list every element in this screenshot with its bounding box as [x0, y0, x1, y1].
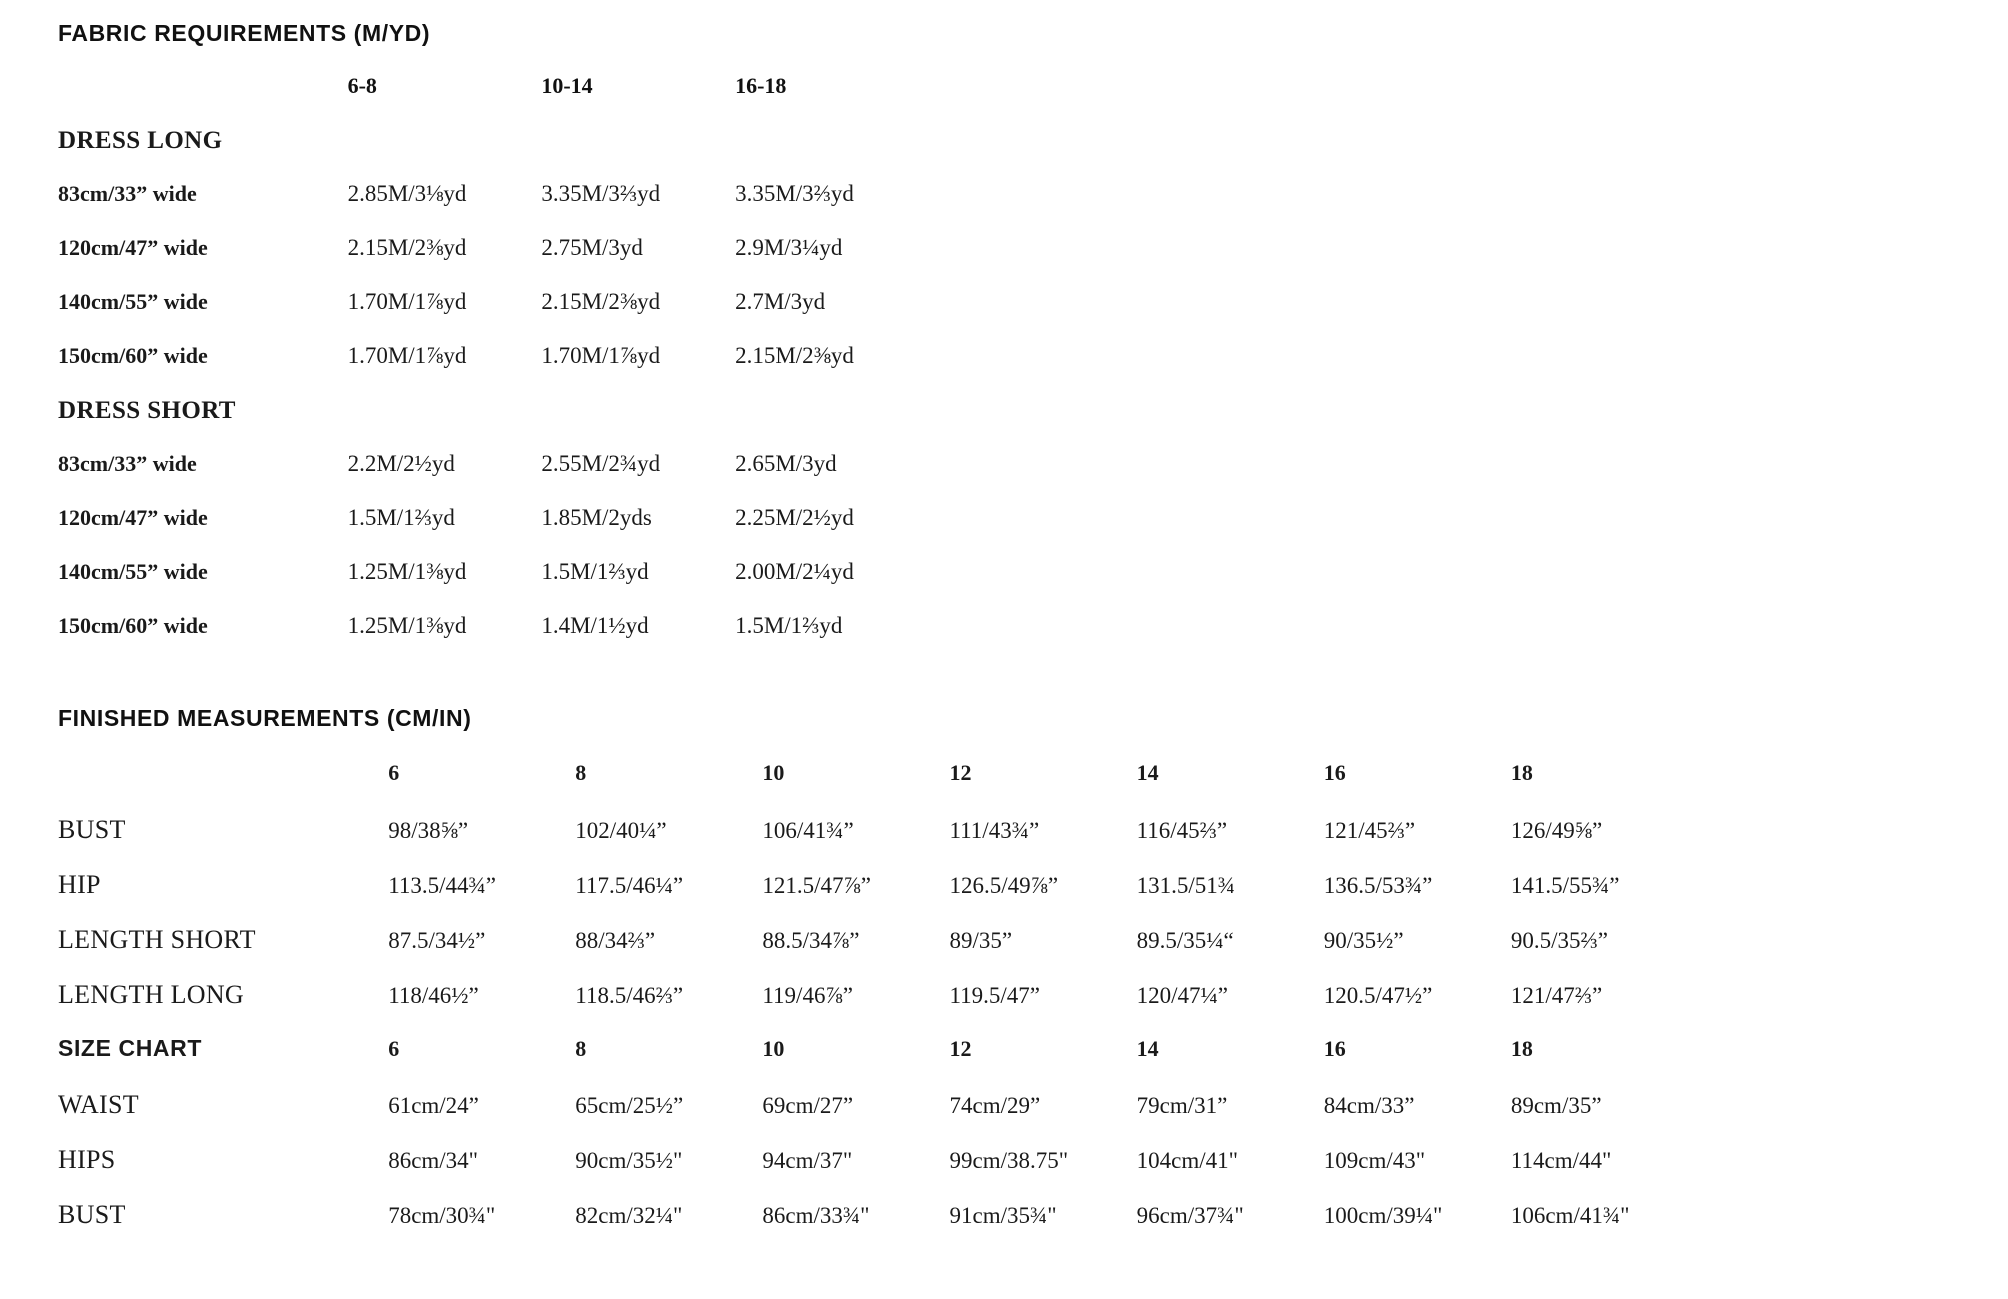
finished-cell: 118.5/46⅔”	[575, 983, 684, 1008]
size-chart-cell: 96cm/37¾"	[1136, 1203, 1244, 1228]
empty-cell	[735, 397, 948, 451]
table-row	[58, 1090, 1698, 1145]
size-chart-cell: 61cm/24”	[388, 1093, 479, 1118]
size-chart-cell: 91cm/35¾"	[949, 1203, 1057, 1228]
finished-row-label-bust: BUST	[58, 815, 126, 844]
finished-cell: 136.5/53¾”	[1323, 873, 1433, 898]
fabric-cell: 2.2M/2½yd	[347, 451, 455, 476]
table-row	[58, 925, 1698, 980]
finished-cell: 119.5/47”	[949, 983, 1041, 1008]
empty-cell	[541, 127, 735, 181]
fabric-cell: 1.70M/1⅞yd	[347, 343, 467, 368]
size-chart-cell: 74cm/29”	[949, 1093, 1041, 1118]
table-row	[58, 505, 948, 559]
finished-cell: 90/35½”	[1323, 928, 1404, 953]
table-row	[58, 1145, 1698, 1200]
table-row-size-headers	[58, 1035, 1698, 1090]
fabric-cell: 2.15M/2⅜yd	[541, 289, 661, 314]
fabric-size-header-1: 10-14	[541, 73, 593, 98]
size-chart-cell: 65cm/25½”	[575, 1093, 684, 1118]
size-chart-header-3: 12	[949, 1036, 972, 1061]
size-chart-cell: 106cm/41¾"	[1510, 1203, 1630, 1228]
size-chart-row-label-hips: HIPS	[58, 1145, 116, 1174]
size-chart-row-label-waist: WAIST	[58, 1090, 139, 1119]
size-chart-cell: 86cm/33¾"	[762, 1203, 870, 1228]
finished-size-header-4: 14	[1136, 760, 1159, 785]
size-chart-cell: 94cm/37"	[762, 1148, 853, 1173]
finished-cell: 121/45⅔”	[1323, 818, 1416, 843]
size-chart-header-2: 10	[762, 1036, 785, 1061]
table-row	[58, 1200, 1698, 1255]
fabric-row-label: 140cm/55” wide	[58, 289, 208, 314]
fabric-cell: 1.4M/1½yd	[541, 613, 649, 638]
finished-cell: 98/38⅝”	[388, 818, 469, 843]
finished-cell: 89/35”	[949, 928, 1013, 953]
fabric-cell: 2.85M/3⅛yd	[347, 181, 467, 206]
finished-row-label-hip: HIP	[58, 870, 101, 899]
table-row	[58, 815, 1698, 870]
finished-size-header-6: 18	[1510, 760, 1533, 785]
size-chart-cell: 99cm/38.75"	[949, 1148, 1069, 1173]
empty-cell	[541, 397, 735, 451]
finished-cell: 121.5/47⅞”	[762, 873, 872, 898]
fabric-cell: 2.75M/3yd	[541, 235, 643, 260]
size-chart-cell: 89cm/35”	[1510, 1093, 1602, 1118]
finished-cell: 119/46⅞”	[762, 983, 853, 1008]
fabric-cell: 1.5M/1⅔yd	[347, 505, 455, 530]
spacer-cell	[58, 760, 388, 815]
finished-size-header-5: 16	[1323, 760, 1346, 785]
size-chart-header-4: 14	[1136, 1036, 1159, 1061]
fabric-row-label: 83cm/33” wide	[58, 451, 197, 476]
fabric-cell: 1.70M/1⅞yd	[347, 289, 467, 314]
fabric-cell: 2.25M/2½yd	[735, 505, 854, 530]
size-chart-cell: 79cm/31”	[1136, 1093, 1228, 1118]
finished-cell: 88.5/34⅞”	[762, 928, 860, 953]
empty-cell	[348, 127, 542, 181]
spacer-cell	[58, 73, 348, 127]
fabric-cell: 2.00M/2¼yd	[735, 559, 854, 584]
table-row	[58, 181, 948, 235]
table-row	[58, 980, 1698, 1035]
finished-cell: 106/41¾”	[762, 818, 854, 843]
fabric-group-name-dress-long: DRESS LONG	[58, 127, 223, 154]
size-chart-header-1: 8	[575, 1036, 587, 1061]
empty-cell	[348, 397, 542, 451]
fabric-cell: 2.7M/3yd	[735, 289, 826, 314]
finished-cell: 113.5/44¾”	[388, 873, 496, 898]
size-chart-title: SIZE CHART	[58, 1035, 202, 1061]
fabric-row-label: 120cm/47” wide	[58, 235, 208, 260]
size-chart-cell: 109cm/43"	[1323, 1148, 1426, 1173]
finished-cell: 88/34⅔”	[575, 928, 656, 953]
fabric-cell: 3.35M/3⅔yd	[541, 181, 661, 206]
fabric-requirements-table	[58, 73, 948, 667]
fabric-cell: 1.25M/1⅜yd	[347, 613, 467, 638]
table-row-size-headers	[58, 760, 1698, 815]
fabric-cell: 1.5M/1⅔yd	[541, 559, 649, 584]
fabric-group-name-dress-short: DRESS SHORT	[58, 397, 236, 424]
finished-cell: 118/46½”	[388, 983, 479, 1008]
finished-cell: 90.5/35⅔”	[1510, 928, 1608, 953]
size-chart-header-6: 18	[1510, 1036, 1533, 1061]
size-chart-row-label-bust: BUST	[58, 1200, 126, 1229]
finished-size-header-1: 8	[575, 760, 587, 785]
size-chart-cell: 114cm/44"	[1510, 1148, 1612, 1173]
finished-cell: 102/40¼”	[575, 818, 667, 843]
fabric-cell: 1.85M/2yds	[541, 505, 652, 530]
finished-cell: 89.5/35¼“	[1136, 928, 1234, 953]
fabric-requirements-section	[58, 20, 958, 667]
finished-cell: 141.5/55¾”	[1510, 873, 1620, 898]
fabric-size-header-0: 6-8	[347, 73, 377, 98]
size-chart-cell: 82cm/32¼"	[575, 1203, 683, 1228]
empty-cell	[735, 127, 948, 181]
table-row	[58, 870, 1698, 925]
fabric-row-label: 150cm/60” wide	[58, 343, 208, 368]
fabric-cell: 1.25M/1⅜yd	[347, 559, 467, 584]
fabric-requirements-title: FABRIC REQUIREMENTS (M/YD)	[58, 20, 431, 46]
fabric-cell: 2.15M/2⅜yd	[347, 235, 467, 260]
table-row	[58, 613, 948, 667]
fabric-row-label: 140cm/55” wide	[58, 559, 208, 584]
table-row	[58, 235, 948, 289]
finished-cell: 126.5/49⅞”	[949, 873, 1059, 898]
fabric-row-label: 83cm/33” wide	[58, 181, 197, 206]
table-row-size-headers	[58, 73, 948, 127]
finished-cell: 120/47¼”	[1136, 983, 1228, 1008]
finished-cell: 120.5/47½”	[1323, 983, 1433, 1008]
finished-cell: 131.5/51¾	[1136, 873, 1236, 898]
size-chart-cell: 86cm/34"	[388, 1148, 479, 1173]
size-chart-cell: 90cm/35½"	[575, 1148, 683, 1173]
fabric-cell: 1.5M/1⅔yd	[735, 613, 843, 638]
size-chart-cell: 100cm/39¼"	[1323, 1203, 1443, 1228]
fabric-cell: 2.65M/3yd	[735, 451, 837, 476]
size-chart-cell: 104cm/41"	[1136, 1148, 1239, 1173]
fabric-size-header-2: 16-18	[735, 73, 787, 98]
finished-cell: 117.5/46¼”	[575, 873, 684, 898]
fabric-cell: 2.15M/2⅜yd	[735, 343, 854, 368]
finished-size-header-0: 6	[388, 760, 400, 785]
finished-cell: 111/43¾”	[949, 818, 1040, 843]
table-row	[58, 451, 948, 505]
fabric-cell: 3.35M/3⅔yd	[735, 181, 854, 206]
finished-row-label-length-short: LENGTH SHORT	[58, 925, 256, 954]
finished-measurements-title: FINISHED MEASUREMENTS (CM/IN)	[58, 705, 472, 731]
finished-size-header-3: 12	[949, 760, 972, 785]
size-chart-cell: 69cm/27”	[762, 1093, 854, 1118]
size-chart-cell: 84cm/33”	[1323, 1093, 1415, 1118]
fabric-cell: 2.55M/2¾yd	[541, 451, 661, 476]
finished-measurements-section	[58, 705, 1758, 1035]
fabric-cell: 1.70M/1⅞yd	[541, 343, 661, 368]
table-row-group-heading	[58, 127, 948, 181]
fabric-cell: 2.9M/3¼yd	[735, 235, 843, 260]
finished-row-label-length-long: LENGTH LONG	[58, 980, 244, 1009]
finished-cell: 126/49⅝”	[1510, 818, 1603, 843]
finished-size-header-2: 10	[762, 760, 785, 785]
fabric-row-label: 150cm/60” wide	[58, 613, 208, 638]
finished-measurements-table	[58, 760, 1698, 1035]
fabric-row-label: 120cm/47” wide	[58, 505, 208, 530]
table-row	[58, 559, 948, 613]
table-row-group-heading	[58, 397, 948, 451]
finished-cell: 121/47⅔”	[1510, 983, 1603, 1008]
table-row	[58, 289, 948, 343]
finished-cell: 87.5/34½”	[388, 928, 486, 953]
size-chart-header-0: 6	[388, 1036, 400, 1061]
size-chart-section	[58, 1035, 1758, 1255]
size-chart-table	[58, 1035, 1698, 1255]
finished-cell: 116/45⅔”	[1136, 818, 1228, 843]
table-row	[58, 343, 948, 397]
size-chart-cell: 78cm/30¾"	[388, 1203, 496, 1228]
size-chart-header-5: 16	[1323, 1036, 1346, 1061]
